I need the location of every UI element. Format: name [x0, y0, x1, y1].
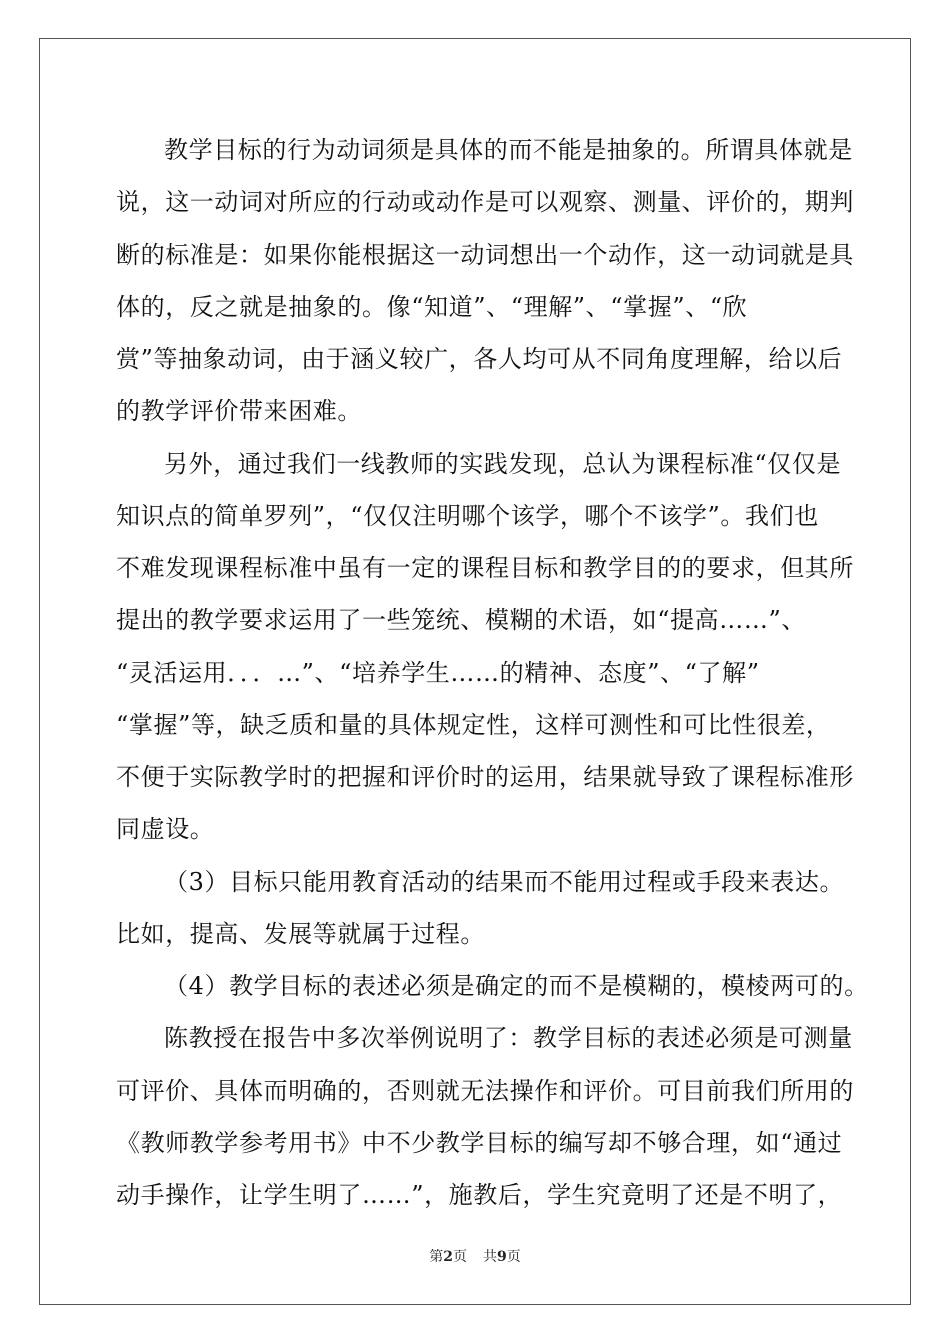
text-line: 说，这一动词对所应的行动或动作是可以观察、测量、评价的，期判: [116, 188, 854, 217]
text-line: 另外，通过我们一线教师的实践发现，总认为课程标准“仅仅是: [164, 449, 842, 478]
total-prefix: 共: [483, 1249, 497, 1265]
text-line: “掌握”等，缺乏质和量的具体规定性，这样可测性和可比性很差，: [116, 710, 831, 739]
document-body: [116, 128, 869, 1225]
text-line: “灵活运用．．．…”、“培养学生……的精神、态度”、“了解”: [116, 658, 760, 687]
current-page-number: 2: [443, 1249, 453, 1265]
total-suffix: 页: [506, 1249, 521, 1265]
text-line: 的教学评价带来困难。: [116, 397, 362, 426]
text-line: 体的，反之就是抽象的。像“知道”、“理解”、“掌握”、“欣: [116, 292, 748, 321]
page-prefix: 第: [429, 1249, 444, 1265]
text-line: 可评价、具体而明确的，否则就无法操作和评价。可目前我们所用的: [116, 1076, 854, 1105]
text-line: 陈教授在报告中多次举例说明了：教学目标的表述必须是可测量: [164, 1024, 853, 1053]
text-line: 不便于实际教学时的把握和评价时的运用，结果就导致了课程标准形: [116, 763, 854, 791]
page-footer: [0, 1247, 950, 1267]
text-line: 不难发现课程标准中虽有一定的课程目标和教学目的的要求，但其所: [116, 554, 854, 582]
text-line: 断的标准是：如果你能根据这一动词想出一个动作，这一动词就是具: [116, 240, 854, 269]
text-line: 《教师教学参考用书》中不少教学目标的编写却不够合理，如“通过: [116, 1128, 843, 1157]
text-line: 动手操作，让学生明了……”，施教后，学生究竟明了还是不明了，: [116, 1181, 843, 1209]
text-line: （3）目标只能用教育活动的结果而不能用过程或手段来表达。: [164, 867, 845, 896]
text-line: 比如，提高、发展等就属于过程。: [116, 919, 485, 948]
total-page-count: 9: [497, 1249, 507, 1265]
page-suffix: 页: [453, 1249, 467, 1265]
text-line: 教学目标的行为动词须是具体的而不能是抽象的。所谓具体就是: [164, 136, 853, 164]
text-line: （4）教学目标的表述必须是确定的而不是模糊的，模棱两可的。: [164, 972, 869, 1000]
text-line: 提出的教学要求运用了一些笼统、模糊的术语，如“提高……”、: [116, 606, 806, 635]
text-line: 赏”等抽象动词，由于涵义较广，各人均可从不同角度理解，给以后: [116, 345, 843, 373]
text-line: 同虚设。: [116, 815, 215, 844]
text-line: 知识点的简单罗列”，“仅仅注明哪个该学，哪个不该学”。我们也: [116, 501, 819, 530]
